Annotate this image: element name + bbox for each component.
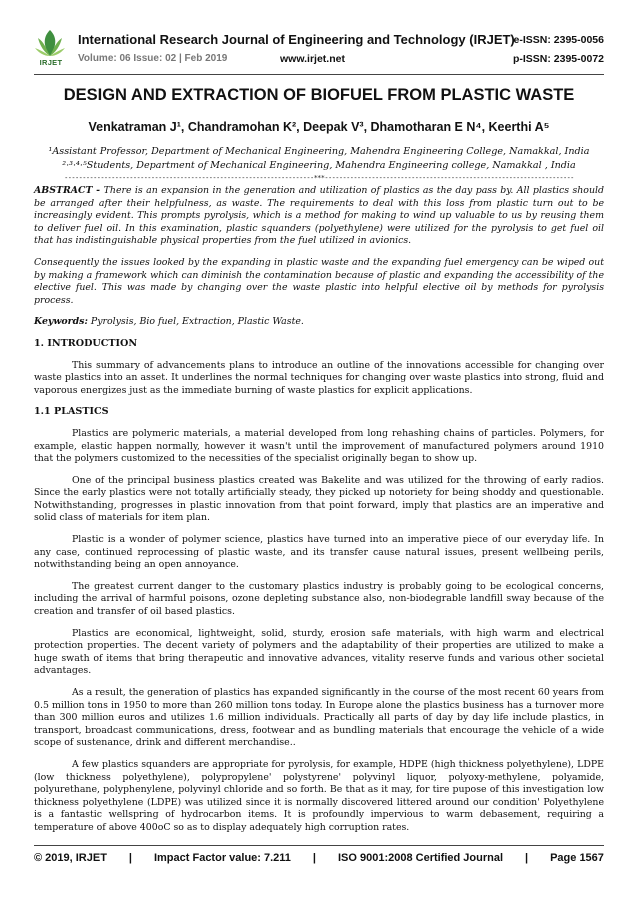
e-issn: e-ISSN: 2395-0056 bbox=[513, 34, 604, 46]
paper-title: DESIGN AND EXTRACTION OF BIOFUEL FROM PLASTIC WASTE bbox=[63, 86, 575, 104]
irjet-logo bbox=[34, 28, 66, 68]
footer-separator: | bbox=[312, 852, 316, 864]
journal-name: International Research Journal of Engineering and Technology (IRJET) bbox=[78, 32, 515, 47]
body-paragraph: A few plastics squanders are appropriate for pyrolysis, for example, HDPE (high thickness polyethylene), LDPE (low thickness polyethylene), polypropylene' polystyrene' polyvinyl liquor, polyoxy-methylene, polyamide, polyurethane, polyphenylene, polyvinyl chloride and so forth. Be that as it may, for tire pupose of this investigation low thickness polyethylene (LDPE) was utilized since it is normally discovered littered around our condition' Polyethylene is a fantastic wellspring of hydrocarbon items. It is profoundly impervious to warm debasement, requiring a temperature of above 400oC so as to display adequately high corruption rates. bbox=[34, 758, 604, 833]
body-paragraph: The greatest current danger to the customary plastics industry is probably going to be ecological concerns, including the arrival of harmful poisons, ozone depleting substance also, non-biodegrable landfill sway because of the creation and transfer of oil based plastics. bbox=[34, 580, 604, 618]
abstract-paragraph bbox=[34, 185, 604, 248]
footer-impact-factor: Impact Factor value: 7.211 bbox=[153, 852, 291, 864]
logo-text: IRJET bbox=[39, 58, 63, 67]
keywords bbox=[34, 316, 604, 329]
footer-page-number: Page 1567 bbox=[550, 852, 604, 864]
journal-website: www.irjet.net bbox=[280, 53, 345, 65]
volume-issue: Volume: 06 Issue: 02 | Feb 2019 bbox=[78, 53, 228, 64]
body-paragraph: Plastics are economical, lightweight, solid, sturdy, erosion safe materials, with high warm and electrical protection properties. The decent variety of polymers and the adaptability of their properties are utilized to make a huge swath of items that bring therapeutic and innovative advances, vitality reserve funds and various other societal advantages. bbox=[34, 627, 604, 677]
body-paragraph: Plastic is a wonder of polymer science, plastics have turned into an imperative piece of our everyday life. In any case, continued reprocessing of plastic waste, and its transfer cause natural issues, present wellbeing perils, notwithstanding being an open annoyance. bbox=[34, 534, 604, 571]
keywords-label: Keywords: bbox=[34, 316, 88, 328]
keywords-text: Pyrolysis, Bio fuel, Extraction, Plastic Waste. bbox=[87, 316, 304, 328]
page-footer bbox=[34, 852, 604, 864]
footer-divider bbox=[34, 845, 604, 846]
body-paragraph: This summary of advancements plans to introduce an outline of the innovations accessible for changing over waste plastics into an asset. It underlines the normal techniques for changing over waste plastics into strong, fluid and vaporous energizes just as the immediate burning of waste plastics for explicit applications. bbox=[34, 359, 604, 396]
journal-header bbox=[34, 28, 604, 72]
body-paragraph: Plastics are polymeric materials, a material developed from long rehashing chains of particles. Polymers, for example, elastic happen normally, however it wasn't until the improvement of manufactured polymers around 1910 that the polymers customized to the necessities of the specialist originally began to show up. bbox=[34, 427, 604, 465]
body-paragraph: As a result, the generation of plastics has expanded significantly in the course of the most recent 60 years from 0.5 million tons in 1950 to more than 260 million tons today. In Europe alone the plastics business has a turnover more than 300 million euros and utilizes 1.6 million individuals. Practically all parts of day by day life include plastics, in transport, broadcast communications, dress, footwear and as bundling materials that encourage the vehicle of a wide scope of sustenance, drink and different merchandise.. bbox=[34, 687, 604, 749]
affiliation-1: ¹Assistant Professor, Department of Mechanical Engineering, Mahendra Engineering College, Namakkal, India bbox=[48, 146, 590, 157]
abstract-paragraph-2: Consequently the issues looked by the expanding in plastic waste and the expanding fuel emergency can be wiped out by making a framework which can diminish the contamination because of plastic and expanding the accessibility of the elective fuel. This was made by changing over the waste plastic into helpful elective oil by methods for pyrolysis process. bbox=[34, 256, 604, 306]
body-paragraph: One of the principal business plastics created was Bakelite and was utilized for the throwing of early radios. Since the early plastics were not totally artificially steady, they picked up notoriety for being shoddy and questionable. Notwithstanding, progresses in plastic innovation from that point forward, imply that plastics are an imperative and solid class of materials for item plan. bbox=[34, 474, 604, 524]
footer-iso: ISO 9001:2008 Certified Journal bbox=[337, 852, 504, 864]
p-issn: p-ISSN: 2395-0072 bbox=[512, 53, 604, 65]
section-heading-plastics: 1.1 PLASTICS bbox=[34, 406, 109, 418]
header-divider bbox=[34, 74, 604, 75]
affiliation-2: ²·³·⁴·⁵Students, Department of Mechanical Engineering, Mahendra Engineering college, Namakkal , India bbox=[62, 160, 576, 171]
leaf-logo-icon bbox=[34, 28, 66, 58]
separator-line: ---------------------------------------------------------------------***--------------------------------------------------------------------- bbox=[64, 174, 574, 182]
author-list: Venkatraman J¹, Chandramohan K², Deepak V³, Dhamotharan E N⁴, Keerthi A⁵ bbox=[88, 120, 550, 134]
footer-separator: | bbox=[128, 852, 132, 864]
abstract-text: There is an expansion in the generation and utilization of plastics as the day pass by. All plastics should be arranged after their helpfulness, as waste. The requirements to deal with this loss from plastic turn out to be increasingly evident. This prompts pyrolysis, which is a method for making to wind up valuable to us by reusing them to deliver fuel oil. In this examination, plastic squanders (polyethylene) were utilized for the pyrolysis to get fuel oil that has indistinguishable physical properties from the fuel utilized in avionics. bbox=[34, 185, 604, 247]
paper-body bbox=[34, 185, 604, 844]
section-heading-introduction: 1. INTRODUCTION bbox=[34, 337, 138, 349]
footer-copyright: © 2019, IRJET bbox=[34, 852, 107, 864]
abstract-label: ABSTRACT - bbox=[34, 185, 104, 196]
footer-separator: | bbox=[525, 852, 529, 864]
